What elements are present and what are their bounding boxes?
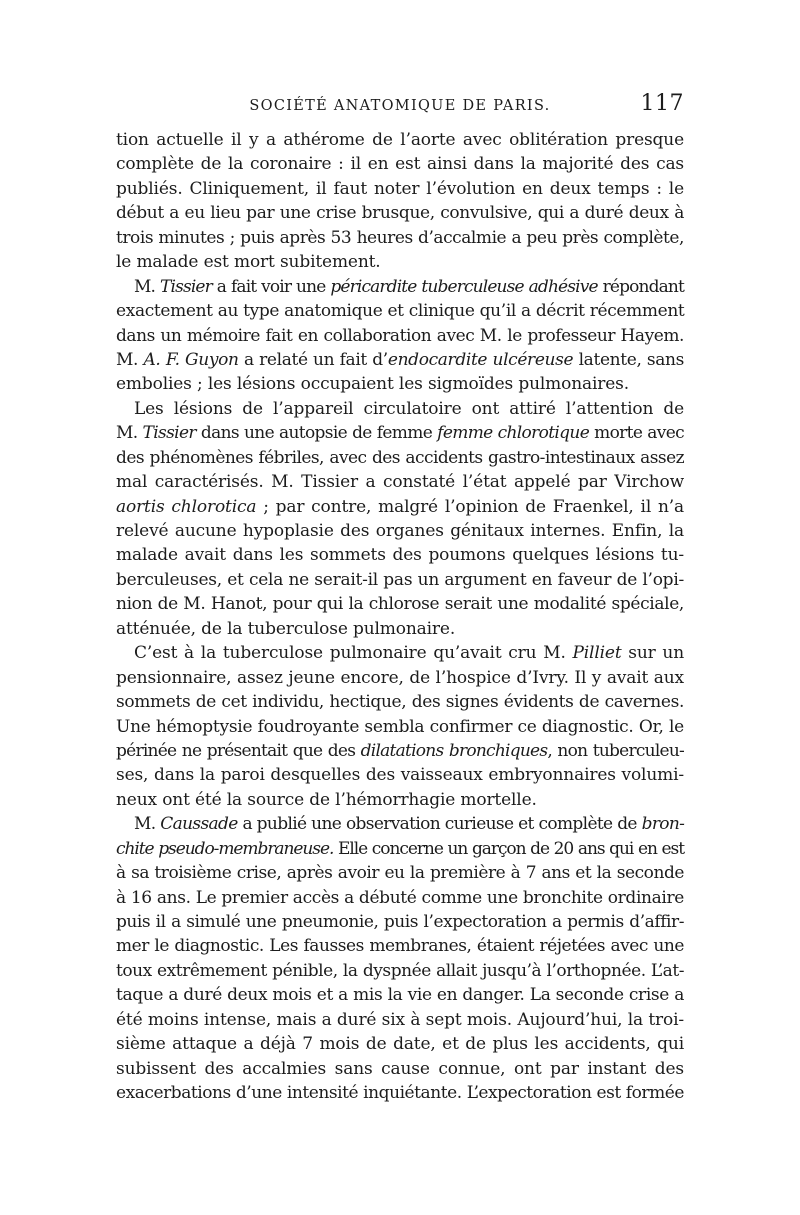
italic-text-segment: dilatations bronchiques <box>360 740 548 761</box>
text-line <box>116 983 684 1007</box>
text-segment: à 16 ans. Le premier accès a débuté comme une bronchite ordinaire <box>116 887 684 908</box>
text-line <box>116 1081 684 1105</box>
text-segment: atténuée, de la tuberculose pulmonaire. <box>116 618 456 639</box>
text-segment: a relaté un fait d’ <box>238 349 388 370</box>
italic-text-segment: A. F. Guyon <box>143 349 239 370</box>
text-segment: latente, sans <box>573 349 685 370</box>
text-segment: a publié une observation curieuse et complète de <box>237 814 642 835</box>
text-segment: M. <box>116 349 144 370</box>
text-segment: répondant <box>597 276 684 297</box>
text-line <box>116 861 684 885</box>
text-line <box>116 152 684 176</box>
text-segment: été moins intense, mais a duré six à sept mois. Aujourd’hui, la troi- <box>116 1009 684 1030</box>
text-segment: neux ont été la source de l’hémorrhagie mortelle. <box>116 789 537 810</box>
text-line <box>116 886 684 910</box>
text-segment: malade avait dans les sommets des poumons quelques lésions tu- <box>116 545 684 566</box>
text-line <box>116 959 684 983</box>
text-segment: exacerbations d’une intensité inquiétante. L’expectoration est formée <box>116 1083 684 1104</box>
text-line <box>116 299 684 323</box>
text-segment: M. <box>134 276 160 297</box>
italic-text-segment: Tissier <box>160 276 212 297</box>
text-segment: relevé aucune hypoplasie des organes génitaux internes. Enfin, la <box>116 521 684 541</box>
text-segment: subissent des accalmies sans cause connue, ont par instant des <box>116 1058 684 1079</box>
text-segment: mer le diagnostic. Les fausses membranes, étaient réjetées avec une <box>116 936 684 957</box>
text-segment: nion de M. Hanot, pour qui la chlorose serait une modalité spéciale, <box>116 594 684 615</box>
body-text <box>116 128 684 1106</box>
text-line <box>116 226 684 250</box>
text-line <box>116 715 684 739</box>
text-line <box>116 837 684 861</box>
text-line <box>116 690 684 714</box>
text-line <box>116 275 684 299</box>
italic-text-segment: Caussade <box>160 814 238 835</box>
text-line <box>116 201 684 225</box>
text-segment: sième attaque a déjà 7 mois de date, et de plus les accidents, qui <box>116 1034 684 1055</box>
italic-text-segment: bron- <box>641 814 685 835</box>
text-segment: mal caractérisés. M. Tissier a constaté l’état appelé par Virchow <box>116 472 684 493</box>
text-segment: a fait voir une <box>211 276 331 297</box>
text-segment: début a eu lieu par une crise brusque, convulsive, qui a duré deux à <box>116 203 684 224</box>
text-line <box>116 348 684 372</box>
text-segment: berculeuses, et cela ne serait-il pas un argument en faveur de l’opi- <box>116 569 684 590</box>
italic-text-segment: Pilliet <box>572 643 622 664</box>
text-segment: sommets de cet individu, hectique, des signes évidents de cavernes. <box>116 692 684 713</box>
italic-text-segment: Tissier <box>142 423 196 444</box>
text-segment: morte avec <box>589 423 684 444</box>
text-line <box>116 128 684 152</box>
text-segment: dans un mémoire fait en collaboration avec M. le professeur Hayem. <box>116 325 684 346</box>
text-line <box>116 568 684 592</box>
running-head <box>116 92 684 120</box>
text-segment: périnée ne présentait que des <box>116 740 361 761</box>
text-segment: M. <box>116 423 143 444</box>
text-line <box>116 519 684 543</box>
text-segment: complète de la coronaire : il en est ainsi dans la majorité des cas <box>116 154 684 175</box>
text-segment: exactement au type anatomique et clinique qu’il a décrit récemment <box>116 301 685 322</box>
text-segment: Les lésions de l’appareil circulatoire ont attiré l’attention de <box>134 398 684 419</box>
text-line <box>116 446 684 470</box>
page-number: 117 <box>640 91 684 116</box>
text-segment: ; par contre, malgré l’opinion de Fraenkel, il n’a <box>256 496 684 517</box>
text-segment: publiés. Cliniquement, il faut noter l’évolution en deux temps : le <box>116 178 684 199</box>
italic-text-segment: chite pseudo-membraneuse. <box>116 838 334 859</box>
text-line <box>116 543 684 567</box>
text-line <box>116 788 684 812</box>
text-segment: à sa troisième crise, après avoir eu la première à 7 ans et la seconde <box>116 863 684 884</box>
text-line <box>116 324 684 348</box>
text-line <box>116 910 684 934</box>
text-segment: Elle concerne un garçon de 20 ans qui en est <box>333 838 685 859</box>
running-head-title: SOCIÉTÉ ANATOMIQUE DE PARIS. <box>249 98 551 114</box>
text-line <box>116 592 684 616</box>
text-segment: sur un <box>621 643 684 664</box>
text-line <box>116 934 684 958</box>
text-line <box>116 421 684 445</box>
text-segment: trois minutes ; puis après 53 heures d’accalmie a peu près complète, <box>116 227 684 248</box>
text-line <box>116 470 684 494</box>
text-segment: tion actuelle il y a athérome de l’aorte avec oblitération presque <box>116 130 684 150</box>
text-segment: des phénomènes fébriles, avec des accidents gastro-intestinaux assez <box>116 447 684 468</box>
text-line <box>116 177 684 201</box>
text-line <box>116 739 684 763</box>
text-line <box>116 1057 684 1081</box>
text-segment: dans une autopsie de femme <box>195 423 438 444</box>
text-line <box>116 397 684 421</box>
text-line <box>116 1008 684 1032</box>
italic-text-segment: péricardite tuberculeuse adhésive <box>330 276 598 297</box>
text-segment: M. <box>134 814 161 835</box>
text-line <box>116 763 684 787</box>
text-line <box>116 250 684 274</box>
text-line <box>116 617 684 641</box>
text-segment: , non tuberculeu- <box>547 740 685 761</box>
italic-text-segment: femme chlorotique <box>437 423 590 444</box>
text-segment: puis il a simulé une pneumonie, puis l’expectoration a permis d’affir- <box>116 912 684 932</box>
text-segment: C’est à la tuberculose pulmonaire qu’avait cru M. <box>134 643 573 664</box>
text-segment: Une hémoptysie foudroyante sembla confirmer ce diagnostic. Or, le <box>116 716 684 737</box>
italic-text-segment: aortis chlorotica <box>116 496 257 517</box>
text-segment: embolies ; les lésions occupaient les sigmoïdes pulmonaires. <box>116 374 630 395</box>
italic-text-segment: endocardite ulcéreuse <box>387 349 574 370</box>
text-line <box>116 641 684 665</box>
text-line <box>116 666 684 690</box>
text-line <box>116 495 684 519</box>
text-segment: ses, dans la paroi desquelles des vaisseaux embryonnaires volumi- <box>116 765 684 786</box>
text-segment: pensionnaire, assez jeune encore, de l’hospice d’Ivry. Il y avait aux <box>116 667 684 688</box>
text-segment: toux extrêmement pénible, la dyspnée allait jusqu’à l’orthopnée. L’at- <box>116 960 684 981</box>
text-segment: le malade est mort subitement. <box>116 252 381 273</box>
text-line <box>116 372 684 396</box>
text-line <box>116 1032 684 1056</box>
text-segment: taque a duré deux mois et a mis la vie en danger. La seconde crise a <box>116 985 684 1006</box>
text-line <box>116 812 684 836</box>
